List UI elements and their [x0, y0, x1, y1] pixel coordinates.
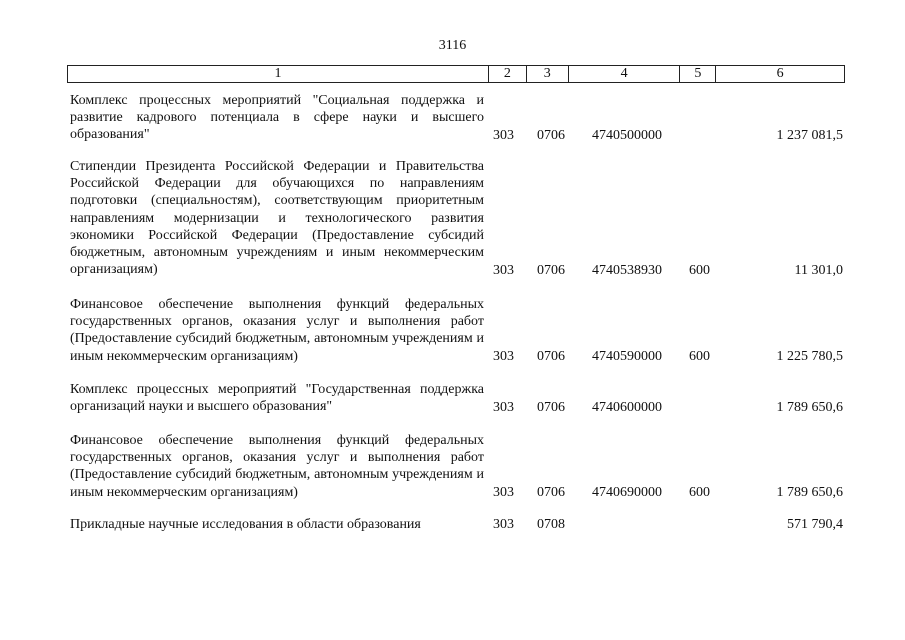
- row-sum: 1 237 081,5: [776, 128, 843, 143]
- row-grbs: 303: [493, 485, 514, 500]
- row-grbs: 303: [493, 128, 514, 143]
- row-section: 0706: [537, 349, 565, 364]
- row-csr: 4740500000: [592, 128, 662, 143]
- row-csr: 4740590000: [592, 349, 662, 364]
- row-vr: 600: [689, 349, 710, 364]
- row-sum: 1 789 650,6: [776, 485, 843, 500]
- header-col-2: 2: [488, 66, 526, 82]
- row-description: Комплекс процессных мероприятий "Социальная поддержка и развитие кадрового потенциала в сфере науки и высшего образования": [70, 93, 484, 143]
- header-col-3: 3: [526, 66, 568, 82]
- row-description: Финансовое обеспечение выполнения функций федеральных государственных органов, оказания услуг и выполнения работ (Предоставление субсидий бюджетным, автономным учреждениям и иным некоммерческим организациям): [70, 433, 484, 500]
- row-section: 0706: [537, 485, 565, 500]
- header-col-4: 4: [568, 66, 680, 82]
- row-description: Стипендии Президента Российской Федерации и Правительства Российской Федерации для обучающихся по направлениям подготовки (специальностям), соответствующим приоритетным направлениям модернизации и технологического развития экономики Российской Федерации (Предоставление субсидий бюджетным, автономным учреждениям и иным некоммерческим организациям): [70, 159, 484, 278]
- table-header: [67, 65, 845, 83]
- header-col-1: 1: [274, 66, 282, 81]
- row-grbs: 303: [493, 349, 514, 364]
- row-csr: 4740690000: [592, 485, 662, 500]
- row-description: Прикладные научные исследования в области образования: [70, 517, 421, 532]
- row-grbs: 303: [493, 263, 514, 278]
- row-section: 0706: [537, 128, 565, 143]
- row-sum: 11 301,0: [794, 263, 843, 278]
- row-section: 0706: [537, 400, 565, 415]
- row-vr: 600: [689, 485, 710, 500]
- row-grbs: 303: [493, 400, 514, 415]
- header-col-6: 6: [715, 66, 844, 82]
- row-csr: 4740538930: [592, 263, 662, 278]
- row-sum: 1 789 650,6: [776, 400, 843, 415]
- row-sum: 1 225 780,5: [776, 349, 843, 364]
- row-grbs: 303: [493, 517, 514, 532]
- row-section: 0706: [537, 263, 565, 278]
- header-col-5: 5: [679, 66, 715, 82]
- row-sum: 571 790,4: [787, 517, 843, 532]
- row-vr: 600: [689, 263, 710, 278]
- row-description: Комплекс процессных мероприятий "Государственная поддержка организаций науки и высшего образования": [70, 382, 484, 415]
- row-csr: 4740600000: [592, 400, 662, 415]
- row-section: 0708: [537, 517, 565, 532]
- page-number: 3116: [438, 38, 467, 53]
- row-description: Финансовое обеспечение выполнения функций федеральных государственных органов, оказания услуг и выполнения работ (Предоставление субсидий бюджетным, автономным учреждениям и иным некоммерческим организациям): [70, 297, 484, 364]
